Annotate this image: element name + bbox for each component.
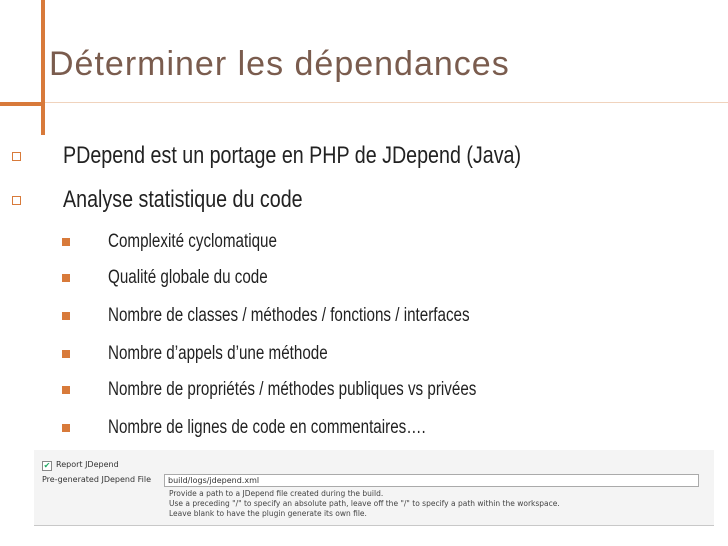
hollow-square-bullet-icon [12, 152, 21, 161]
sub-bullet-text: Nombre de propriétés / méthodes publiques vs privées [108, 379, 477, 400]
sub-bullet-item [62, 376, 568, 404]
decor-horizontal-rule-left [0, 102, 41, 106]
sub-bullet-item [62, 264, 308, 292]
jdepend-file-help [169, 489, 560, 519]
decor-vertical-rule [41, 0, 45, 135]
sub-bullet-text: Nombre de classes / méthodes / fonctions / interfaces [108, 305, 470, 326]
filled-square-bullet-icon [62, 274, 70, 282]
sub-bullet-item [62, 340, 383, 368]
sub-bullet-item [62, 302, 560, 330]
filled-square-bullet-icon [62, 386, 70, 394]
jdepend-config-screenshot [34, 450, 714, 526]
filled-square-bullet-icon [62, 238, 70, 246]
sub-bullet-item [62, 228, 319, 256]
sub-bullet-item [62, 414, 505, 442]
report-jdepend-checkbox[interactable]: ✔ [43, 461, 51, 470]
sub-bullet-text: Nombre de lignes de code en commentaires…. [108, 417, 426, 438]
sub-bullet-text: Nombre d’appels d’une méthode [108, 343, 328, 364]
sub-bullet-text: Qualité globale du code [108, 267, 268, 288]
bullet-item [12, 139, 622, 173]
hollow-square-bullet-icon [12, 196, 21, 205]
help-line: Provide a path to a JDepend file created during the build. [169, 489, 384, 498]
bullet-text: PDepend est un portage en PHP de JDepend (Java) [63, 142, 522, 169]
filled-square-bullet-icon [62, 312, 70, 320]
decor-horizontal-rule-right [45, 102, 728, 103]
help-line: Use a preceding "/" to specify an absolute path, leave off the "/" to specify a path within the workspace. [169, 499, 560, 508]
filled-square-bullet-icon [62, 350, 70, 358]
jdepend-file-input[interactable]: build/logs/jdepend.xml [164, 474, 699, 487]
report-jdepend-label: Report JDepend [56, 460, 119, 469]
jdepend-file-label: Pre-generated JDepend File [42, 475, 151, 484]
sub-bullet-text: Complexité cyclomatique [108, 231, 277, 252]
bullet-item [12, 183, 355, 217]
help-line: Leave blank to have the plugin generate its own file. [169, 509, 367, 518]
filled-square-bullet-icon [62, 424, 70, 432]
bullet-text: Analyse statistique du code [63, 186, 303, 213]
slide-title: Déterminer les dépendances [49, 45, 510, 83]
